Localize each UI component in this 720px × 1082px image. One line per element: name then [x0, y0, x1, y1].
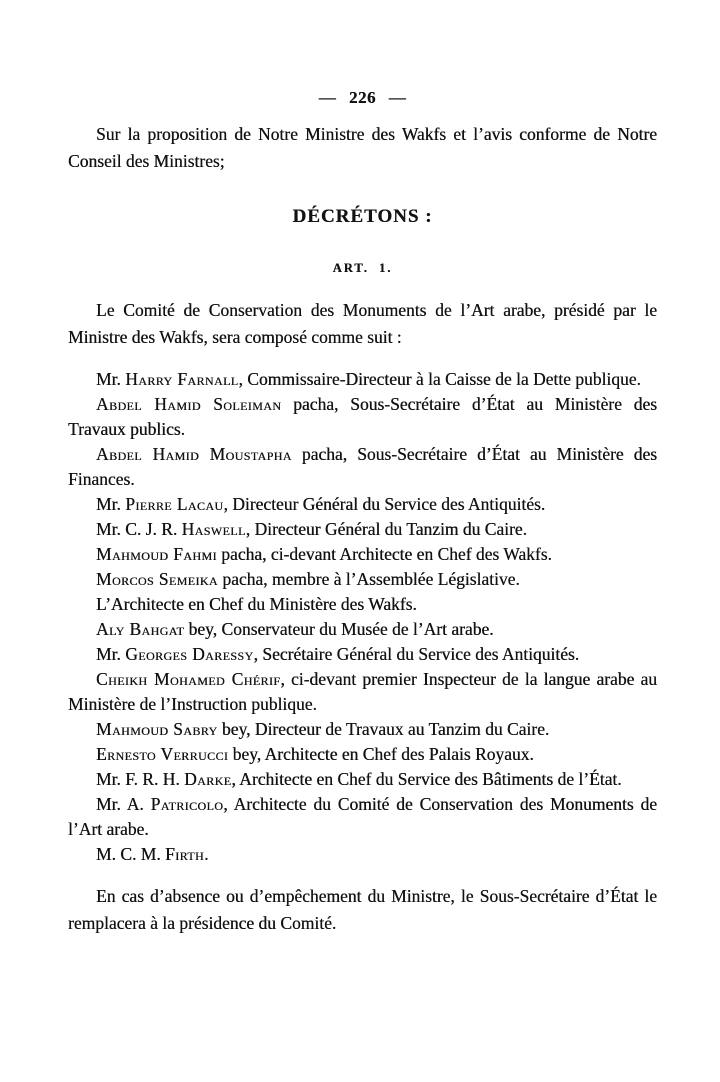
member-name: Aly Bahgat [96, 619, 185, 639]
member-entry [68, 517, 657, 542]
composition-paragraph: Le Comité de Conservation des Monuments de l’Art arabe, présidé par le Ministre des Wakfs, sera composé comme suit : [68, 300, 657, 347]
member-text: , Directeur Général du Service des Antiquités. [223, 494, 546, 514]
member-text: pacha, Sous-Secrétaire d’État au Ministère des Travaux publics. [68, 394, 657, 439]
member-entry [68, 367, 657, 392]
member-text: bey, Directeur de Travaux au Tanzim du Caire. [217, 719, 550, 739]
member-entry [68, 617, 657, 642]
page-number: — 226 — [318, 88, 407, 107]
member-text: Mr. [96, 369, 126, 389]
member-text: L’Architecte en Chef du Ministère des Wakfs. [96, 594, 417, 614]
member-name: Mahmoud Sabry [96, 719, 218, 739]
decree-heading: DÉCRÉTONS : [292, 206, 433, 227]
member-text: bey, Conservateur du Musée de l’Art arabe. [184, 619, 494, 639]
member-name: Abdel Hamid Soleiman [96, 394, 282, 414]
member-text: , ci-devant premier Inspecteur de la langue arabe au Ministère de l’Instruction publique. [68, 669, 658, 714]
member-text: pacha, Sous-Secrétaire d’État au Ministère des Finances. [68, 444, 657, 489]
member-name: Firth [165, 844, 205, 864]
member-entry [68, 767, 657, 792]
member-name: Haswell [181, 519, 246, 539]
member-entry [68, 742, 657, 767]
member-text: pacha, membre à l’Assemblée Législative. [217, 569, 520, 589]
member-text: M. C. M. [96, 844, 166, 864]
member-name: Morcos Semeika [96, 569, 218, 589]
member-text: pacha, ci-devant Architecte en Chef des Wakfs. [216, 544, 552, 564]
member-entry [68, 592, 657, 617]
member-text: Mr. C. J. R. [96, 519, 182, 539]
member-name: Harry Farnall [125, 369, 239, 389]
member-text: Mr. A. [96, 794, 151, 814]
member-entry [68, 792, 657, 842]
article-heading: ART. 1. [332, 261, 393, 275]
member-entry [68, 642, 657, 667]
member-entry [68, 567, 657, 592]
member-text: Mr. [96, 494, 126, 514]
member-name: Georges Daressy [125, 644, 254, 664]
member-name: Darke [184, 769, 232, 789]
member-entry [68, 442, 657, 492]
members-list [68, 367, 657, 867]
member-entry [68, 392, 657, 442]
member-text: Mr. [96, 644, 126, 664]
member-entry [68, 542, 657, 567]
member-name: Abdel Hamid Moustapha [96, 444, 292, 464]
member-name: Pierre Lacau [125, 494, 224, 514]
member-text: , Directeur Général du Tanzim du Caire. [245, 519, 527, 539]
closing-paragraph: En cas d’absence ou d’empêchement du Ministre, le Sous-Secrétaire d’État le remplacera à la présidence du Comité. [68, 886, 657, 933]
member-text: , Commissaire-Directeur à la Caisse de la Dette publique. [238, 369, 641, 389]
member-name: Patricolo [150, 794, 224, 814]
member-name: Cheikh Mohamed Chérif [96, 669, 281, 689]
member-text: bey, Architecte en Chef des Palais Royaux. [228, 744, 534, 764]
member-entry [68, 667, 657, 717]
member-text: Mr. F. R. H. [96, 769, 185, 789]
intro-paragraph: Sur la proposition de Notre Ministre des Wakfs et l’avis conforme de Notre Conseil des Ministres; [68, 124, 657, 171]
member-text: , Secrétaire Général du Service des Antiquités. [253, 644, 580, 664]
member-entry [68, 842, 657, 867]
member-text: , Architecte en Chef du Service des Bâtiments de l’État. [231, 769, 622, 789]
member-name: Mahmoud Fahmi [96, 544, 217, 564]
member-entry [68, 492, 657, 517]
member-entry [68, 717, 657, 742]
member-text: , Architecte du Comité de Conservation des Monuments de l’Art arabe. [68, 794, 657, 839]
member-text: . [204, 844, 209, 864]
member-name: Ernesto Verrucci [96, 744, 229, 764]
